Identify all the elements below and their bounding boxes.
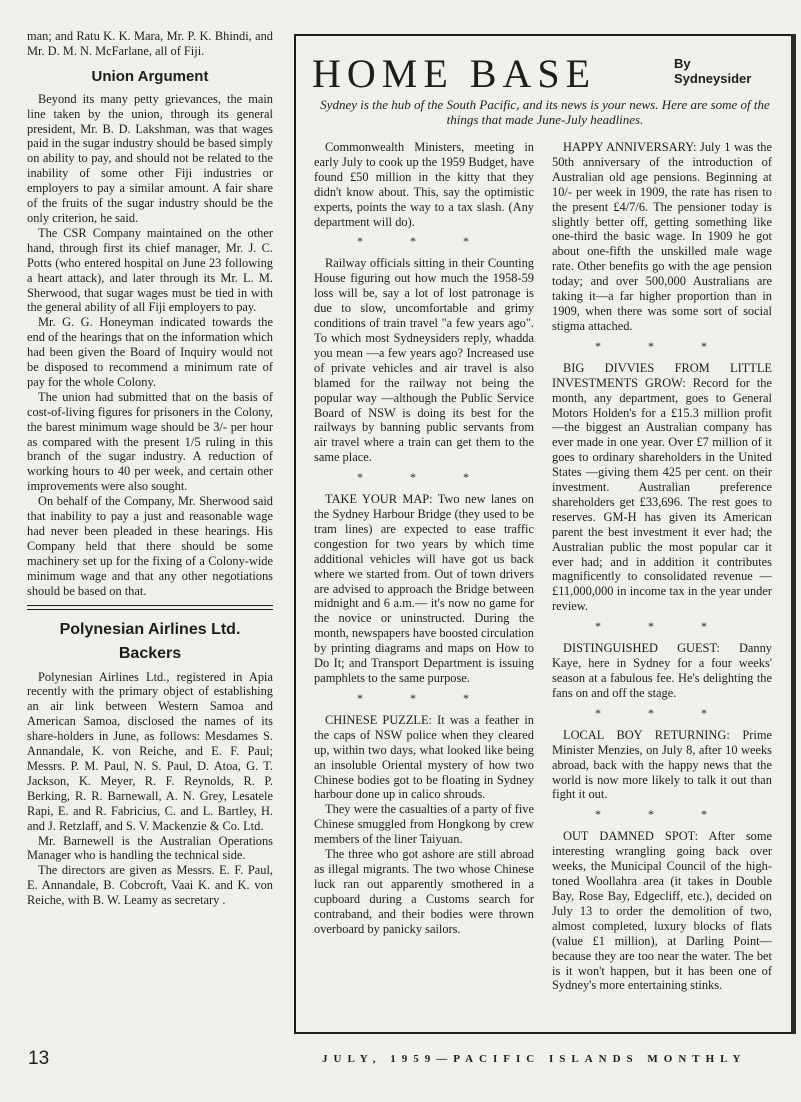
paragraph: On behalf of the Company, Mr. Sherwood said that inability to pay a just and reasonable wage had never been pleaded in these hearings. His Company held that there should be some machinery set up for the fixing of a Colony-wide minimum wage and that any other negotiations should be based on that. bbox=[27, 494, 273, 598]
masthead-footer: JULY, 1959—PACIFIC ISLANDS MONTHLY bbox=[322, 1053, 747, 1065]
union-argument-body bbox=[27, 92, 273, 599]
home-base-box bbox=[294, 34, 792, 1034]
page-footer bbox=[0, 1046, 801, 1076]
news-item-continuation: They were the casualties of a party of five Chinese smuggled from Hongkong by crew members of the liner Taiyuan. bbox=[314, 802, 534, 847]
paragraph: Beyond its many petty grievances, the main line taken by the union, through its general president, Mr. B. D. Lakshman, was that wages paid in the sugar industry should be based simply on ability to pay, and should not be related to the inability of some other Fiji industries or employers to pay a similar amount. A fair share of the fruits of the sugar industry should be the only criterion, he said. bbox=[27, 91, 273, 225]
section-divider bbox=[27, 605, 273, 610]
news-item-text: It was a feather in the caps of NSW police when they cleared up, within two days, what looked like being an insoluble Oriental mystery of how two Chinese bodies got to be floating in Sydney harbour done up in calico shrouds. bbox=[314, 712, 534, 802]
home-base-right-column bbox=[552, 140, 772, 993]
star-separator: * * * bbox=[595, 807, 729, 822]
home-base-title: HOME BASE bbox=[312, 51, 597, 96]
news-item bbox=[314, 256, 534, 465]
byline-by: By bbox=[674, 56, 691, 71]
news-item-text: Record for the month, any department, goes to General Motors Holden's for a £15.3 million profit—the biggest an Australian company has ever made in one year. Over £7 million of it goes to ordinary shareholders in the United States —giving them 425 per cent. on their investment. Australian preference shareholders get £33,696. The rest goes to reserves. GM-H has given its American parent the best investment it ever had; the Australian public the most popular car it ever had; and in addition it contributes magnificently to consolidated revenue —£11,000,000 in income tax in the year under review. bbox=[552, 375, 772, 614]
news-item-text: Prime Minister Menzies, on July 8, after 10 weeks abroad, back with the happy news that the world is now more likely to talk it out than fight it out. bbox=[552, 727, 772, 802]
news-item-lead: LOCAL BOY RETURNING: bbox=[563, 727, 730, 742]
intro-text: Sydney is the hub of the South Pacific, and its news is your news. Here are some of the things that made June-July headlines. bbox=[320, 97, 770, 127]
news-item-text: Railway officials sitting in their Counting House figuring out how much the 1958-59 loss will be, say a lot of lost patronage is due to slow, uncomfortable and grimy conditions of train travel "a few years ago". To which most Sydneysiders reply, whadda you mean —a few years ago? Increased use of private vehicles and air travel is also blamed for the railway not being the popular way —although the Public Service Board of NSW is doing its best for the railways by banning public servants from air travel where a train can get them to the same place. bbox=[314, 256, 534, 465]
news-item bbox=[314, 140, 534, 229]
news-item-lead: CHINESE PUZZLE: bbox=[325, 712, 432, 727]
home-base-middle-column bbox=[314, 140, 534, 937]
page-number: 13 bbox=[28, 1048, 50, 1069]
byline-name: Sydneysider bbox=[674, 71, 752, 86]
paragraph: Polynesian Airlines Ltd., registered in Apia recently with the primary object of establishing an air link between Western Samoa and American Samoa, disclosed the names of its share-holders in June, as follows: Mesdames S. Annandale, K. von Reiche, and E. F. Paul; Messrs. P. M. Paul, N. S. Paul, D. Atoa, G. T. Jackson, K. Meyer, R. F. Reynolds, R. P. Berking, R. R. Barnewall, A. N. Grey, Lesatele Rapi, E. and R. Fabricius, C. and L. Bartley, H. and J. Retzlaff, and S. V. Mackenzie & Co. Ltd. bbox=[27, 669, 273, 833]
news-item-lead: OUT DAMNED SPOT: bbox=[563, 829, 699, 844]
byline bbox=[674, 56, 751, 86]
airlines-heading-line1: Polynesian Airlines Ltd. bbox=[59, 620, 241, 638]
star-separator: * * * bbox=[357, 234, 491, 249]
star-separator: * * * bbox=[595, 705, 729, 720]
news-item-lead: HAPPY ANNIVERSARY: bbox=[563, 140, 697, 154]
star-separator: * * * bbox=[595, 338, 729, 353]
news-item bbox=[552, 140, 772, 334]
paragraph: Mr. G. G. Honeyman indicated towards the end of the hearings that on the information which had been given the Board of Inquiry would not be disposed to recommend a minimum rate of pay for the whole Colony. bbox=[27, 315, 273, 389]
star-separator: * * * bbox=[357, 690, 491, 705]
news-item-lead: BIG DIVVIES FROM LITTLE INVESTMENTS GROW: bbox=[552, 360, 772, 390]
airlines-heading-line2: Backers bbox=[118, 644, 182, 662]
star-separator: * * * bbox=[357, 470, 491, 485]
news-item-text: Commonwealth Ministers, meeting in early July to cook up the 1959 Budget, have found £50 million in the kitty that they didn't know about. This, say the optimistic experts, points the way to a tax slash. (Any department will do). bbox=[314, 140, 534, 229]
news-item bbox=[314, 492, 534, 686]
news-item bbox=[552, 641, 772, 701]
box-border-right bbox=[791, 34, 796, 1034]
news-item-text: After some interesting wrangling going back over weeks, the Municipal Council of the high-toned Woollahra area (it takes in Double Bay, Rose Bay, Edgecliff, etc.), decided on July 13 to order the demolition of two, almost completed, luxury blocks of flats (value £1 million), at Darling Point—because they are too near the water. The bet is it won't happen, but it has been one of Sydney's more entertaining stinks. bbox=[552, 829, 772, 993]
left-column bbox=[27, 29, 273, 908]
news-item-text: Two new lanes on the Sydney Harbour Bridge (they used to be tram lines) are expected to ease traffic congestion for two years by which time additional vehicles will have got us back where we started from. Out of town drivers are advised to approach the Bridge between midnight and 6 a.m.— it's now no game for the novice or uninstructed. During the month, newspapers have boosted circulation by printing diagrams and maps on How to Do It; and Transport Department is issuing pamphlets to the same purpose. bbox=[314, 492, 534, 685]
paragraph: The union had submitted that on the basis of cost-of-living figures for prisoners in the Colony, the barest minimum wage should be 3/- per hour as compared with the present 1/5 ruling in this branch of the sugar industry. A reduction of working hours to 40 per week, and certain other improvements were also sought. bbox=[27, 389, 273, 494]
paragraph: The directors are given as Messrs. E. F. Paul, E. Annandale, B. Cobcroft, Vaai K. and K. von Reiche, with B. W. Leamy as secretary . bbox=[27, 863, 273, 908]
paragraph: Mr. Barnewell is the Australian Operations Manager who is handling the technical side. bbox=[27, 833, 273, 863]
star-separator: * * * bbox=[595, 619, 729, 634]
news-item bbox=[552, 829, 772, 993]
news-item-continuation: The three who got ashore are still abroad as illegal migrants. The two whose Chinese luck ran out apparently smothered in a cupboard during a Customs search for contraband, and their bodies were thrown overboard by panicky sailors. bbox=[314, 847, 534, 936]
news-item-text: July 1 was the 50th anniversary of the introduction of Australian old age pensions. Beginning at 10/- per week in 1909, the rate has risen to the present £4/7/6. The pensioner today is slightly better off, getting something like one-third the basic wage. In 1909 he got about one-fifth the unskilled male wage rate. Other benefits go with the age pension today; and over 500,000 Australians are taking it—a far higher proportion than in 1909, when there was some sort of social stigma attached. bbox=[552, 140, 772, 333]
union-argument-heading: Union Argument bbox=[91, 67, 209, 85]
paragraph: The CSR Company maintained on the other hand, through first its chief manager, Mr. J. C. Potts (who entered hospital on June 23 following a heart attack), and later through its Mr. L. M. Sherwood, that sugar wages must be tied in with the general ability of all Fiji employers to pay. bbox=[27, 225, 273, 315]
news-item bbox=[314, 713, 534, 802]
news-item bbox=[552, 361, 772, 614]
news-item-lead: DISTINGUISHED GUEST: bbox=[563, 641, 720, 656]
news-item-text: Danny Kaye, here in Sydney for a four weeks' season at a fabulous fee. He's delighting the fans on and off the stage. bbox=[552, 641, 772, 700]
news-item-lead: TAKE YOUR MAP: bbox=[325, 492, 433, 507]
news-item bbox=[552, 728, 772, 803]
lead-paragraph: man; and Ratu K. K. Mara, Mr. P. K. Bhindi, and Mr. D. M. N. McFarlane, all of Fiji. bbox=[27, 29, 273, 58]
airlines-body bbox=[27, 670, 273, 909]
